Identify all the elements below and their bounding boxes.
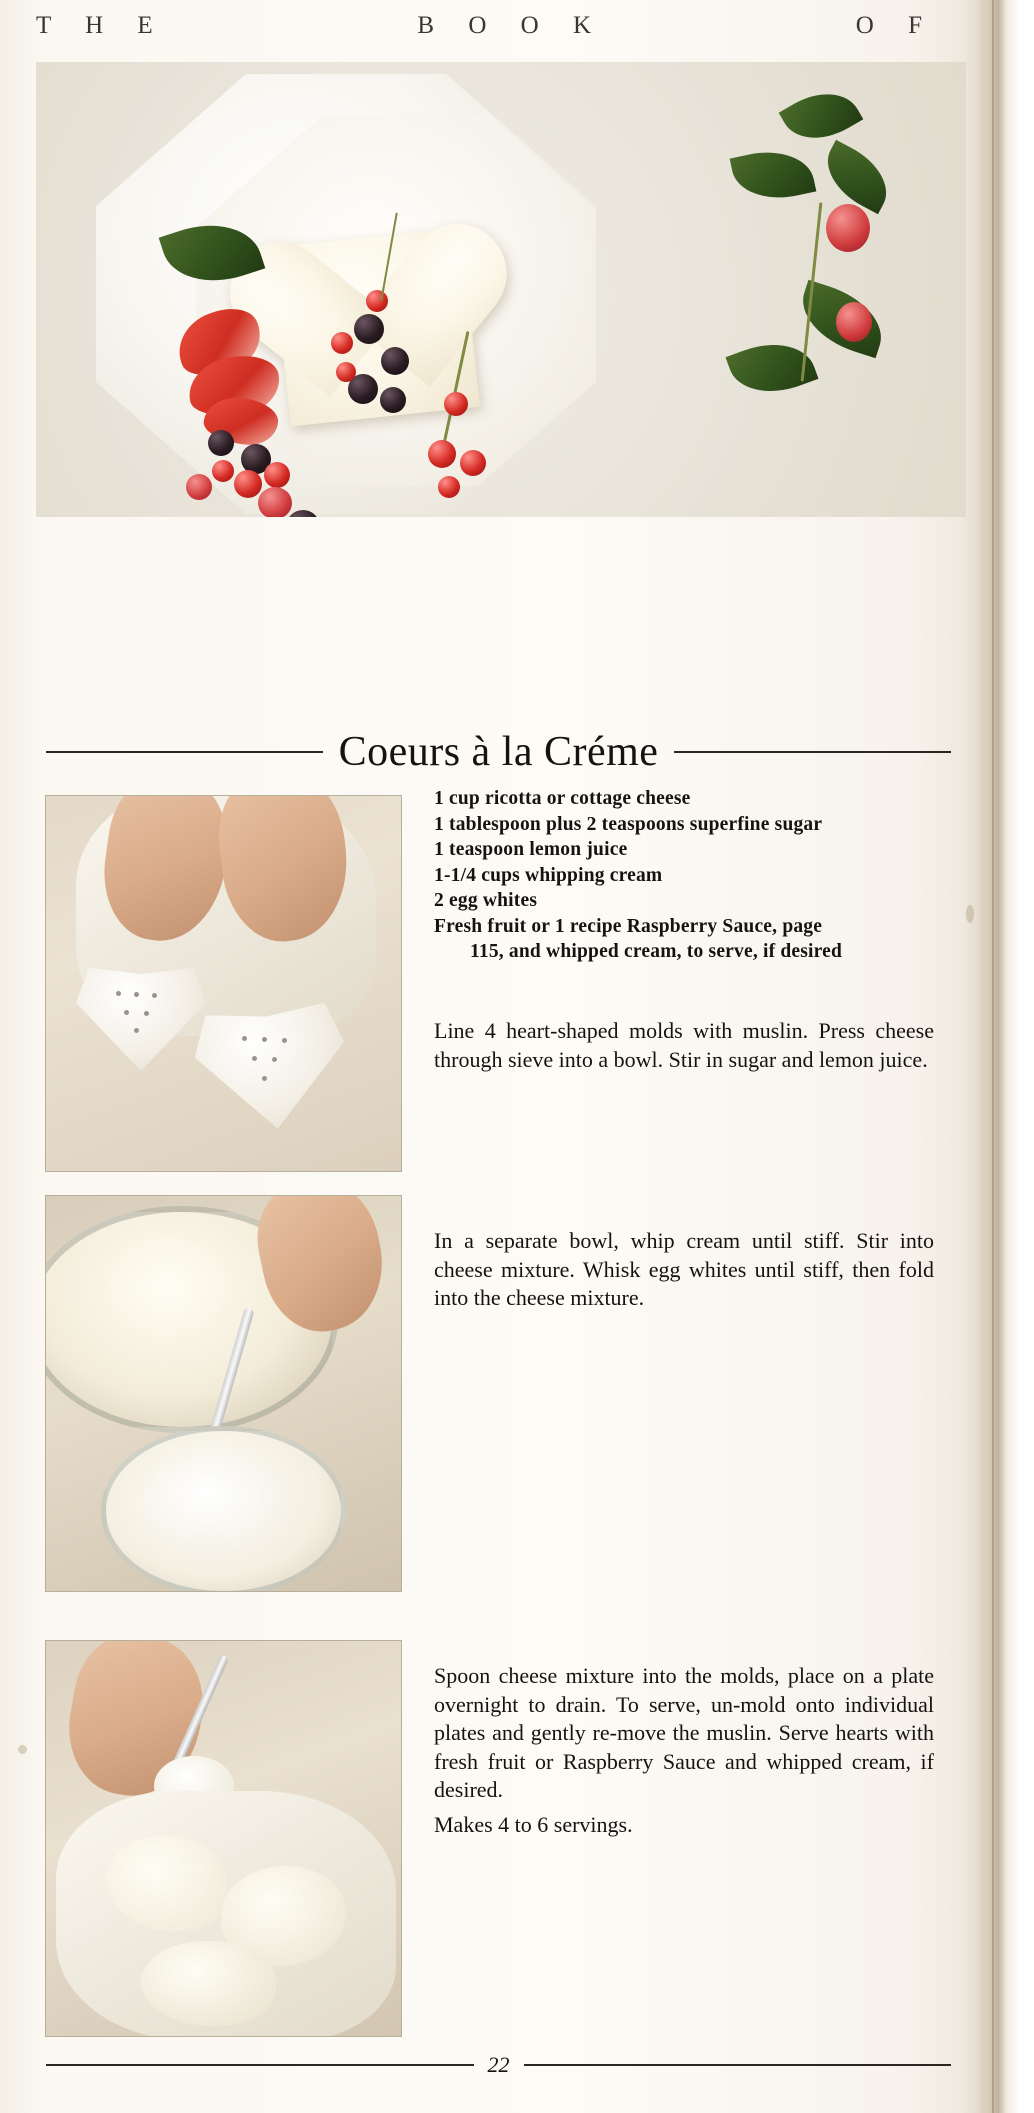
raspberry-sprig [726, 92, 916, 492]
page-binding-line [992, 0, 994, 2113]
mold-drain-hole [144, 1011, 149, 1016]
mold-drain-hole [152, 993, 157, 998]
page-title: Coeurs à la Créme [338, 729, 659, 776]
step-1-photo [45, 795, 402, 1172]
redcurrant-berry [460, 450, 486, 476]
running-head-word-the: T H E [36, 12, 167, 39]
ingredients-list [434, 786, 929, 965]
raspberry [186, 474, 212, 500]
ingredient-item: Fresh fruit or 1 recipe Raspberry Sauce, page [434, 915, 823, 937]
step-1-text: Line 4 heart-shaped molds with muslin. Press cheese through sieve into a bowl. Stir in sugar and lemon juice. [434, 1018, 934, 1072]
running-head [36, 12, 936, 40]
mold-drain-hole [134, 992, 139, 997]
title-rule-right [674, 751, 951, 753]
folio-rule-left [46, 2064, 474, 2066]
redcurrant-berry [212, 460, 234, 482]
raspberry-leaf-icon [730, 142, 817, 207]
mold-drain-hole [252, 1056, 257, 1061]
hero-photo [36, 62, 966, 517]
ingredient-item: 1 tablespoon plus 2 teaspoons superfine sugar [434, 813, 823, 835]
redcurrant-berry [444, 392, 468, 416]
raspberry [258, 487, 292, 517]
step-2-photo [45, 1195, 402, 1592]
recipe-yield: Makes 4 to 6 servings. [434, 1812, 633, 1837]
running-head-word-book: B O O K [417, 12, 606, 39]
page-number: 22 [487, 2052, 510, 2077]
title-rule-left [46, 751, 323, 753]
mold-drain-hole [242, 1036, 247, 1041]
raspberry-leaf-icon [814, 140, 899, 214]
mold-drain-hole [262, 1037, 267, 1042]
heart-mold [76, 961, 206, 1071]
filled-mold [141, 1941, 276, 2026]
folio-rule-right [524, 2064, 952, 2066]
redcurrant-berry [234, 470, 262, 498]
ingredient-item: 1 cup ricotta or cottage cheese [434, 788, 691, 809]
mold-drain-hole [262, 1076, 267, 1081]
step-2-text: In a separate bowl, whip cream until stiff. Stir into cheese mixture. Whisk egg whites until stiff, then fold into the cheese mixture. [434, 1228, 934, 1310]
paper-speckle [966, 905, 974, 923]
paper-speckle [18, 1745, 27, 1754]
ingredient-item-continued: 115, and whipped cream, to serve, if desired [470, 941, 843, 962]
redcurrant-berry [331, 332, 353, 354]
redcurrant-berry [264, 462, 290, 488]
ingredient-item: 1 teaspoon lemon juice [434, 839, 628, 860]
raspberry [826, 204, 870, 252]
redcurrant-berry [438, 476, 460, 498]
ingredient-item: 1-1/4 cups whipping cream [434, 864, 663, 886]
raspberry [836, 302, 872, 342]
blackcurrant-berry [354, 314, 384, 344]
redcurrant-berry [366, 290, 388, 312]
redcurrant-berry [336, 362, 356, 382]
mold-drain-hole [282, 1038, 287, 1043]
running-head-word-of: O F [855, 12, 936, 39]
folio-row [46, 2052, 951, 2078]
raspberry-leaf-icon [779, 78, 864, 155]
mold-drain-hole [124, 1010, 129, 1015]
step-3-text: Spoon cheese mixture into the molds, place on a plate overnight to drain. To serve, un-mold onto individual plates and gently re-move the muslin. Serve hearts with fresh fruit or Raspberry Sauce and whipped cream, if desired. [434, 1663, 934, 1802]
mold-drain-hole [272, 1057, 277, 1062]
blackcurrant-berry [208, 430, 234, 456]
blackcurrant-berry [381, 347, 409, 375]
page-edge-shadow [976, 0, 1034, 2113]
redcurrant-berry [428, 440, 456, 468]
step-3-photo [45, 1640, 402, 2037]
mold-drain-hole [116, 991, 121, 996]
ingredient-item: 2 egg whites [434, 890, 538, 911]
blackcurrant-berry [380, 387, 406, 413]
mold-drain-hole [134, 1028, 139, 1033]
